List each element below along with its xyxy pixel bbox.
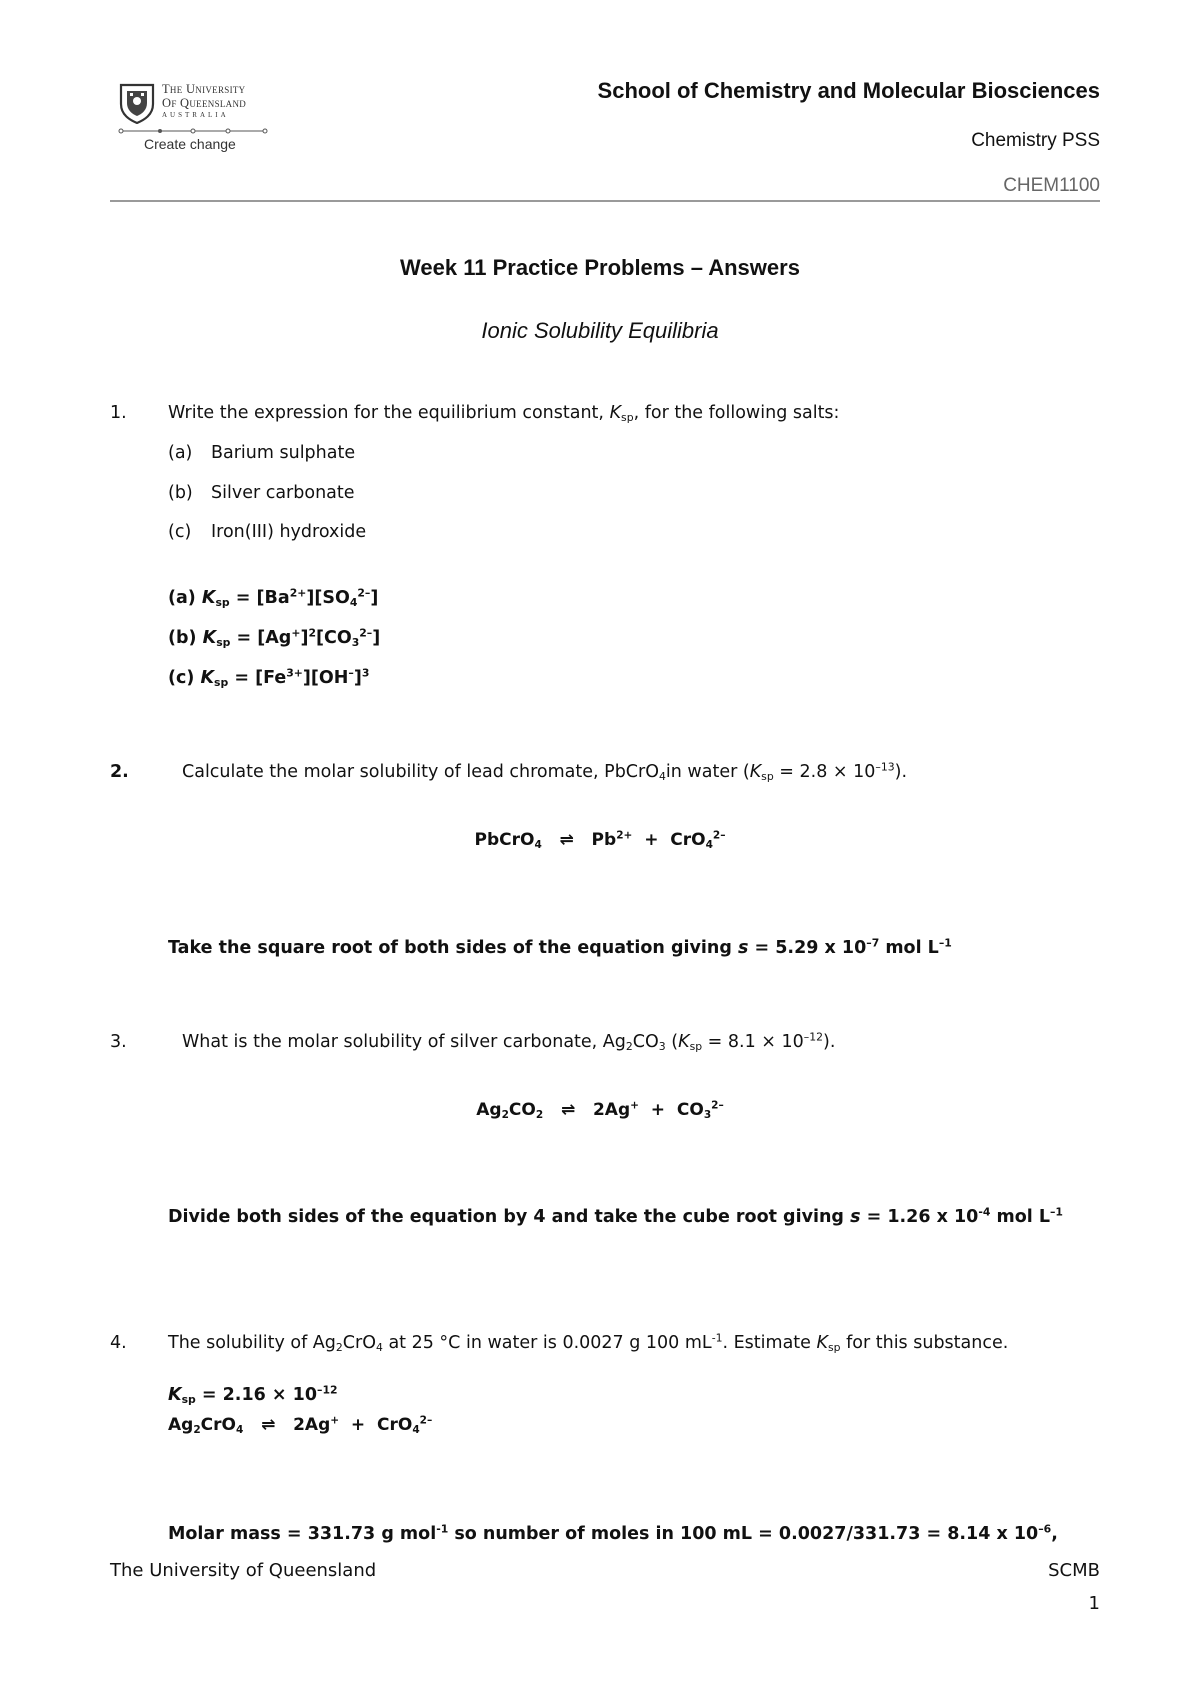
logo-tagline: Create change: [144, 136, 236, 152]
q3-answer: Divide both sides of the equation by 4 and take the cube root giving s = 1.26 x $10^{-4}$ mol $L^{-1}$: [168, 1205, 1063, 1227]
equilibrium-arrow-icon: ⇌: [560, 1100, 576, 1120]
logo-line-1: The University: [162, 82, 246, 96]
q1-answer-b: (b) $K_{sp} = [Ag^+]^2[CO_3^{2-}]$: [168, 626, 381, 650]
course-code: CHEM1100: [1003, 175, 1100, 196]
q1-number: 1.: [110, 403, 127, 423]
q1-answer-a: (a) $K_{sp} = [Ba^{2+}][SO_4^{2-}]$: [168, 586, 379, 610]
q1-item-a-text: Barium sulphate: [211, 443, 356, 463]
q3-number: 3.: [110, 1032, 127, 1052]
q2-answer: Take the square root of both sides of the equation giving s = 5.29 x $10^{-7}$ mol $L^{-1}$: [168, 936, 952, 958]
department-name: Chemistry PSS: [971, 130, 1100, 151]
school-name: School of Chemistry and Molecular Biosciences: [597, 78, 1100, 103]
q2-number: 2.: [110, 762, 129, 782]
q4-equation: $Ag_2CrO_4$ ⇌ 2Ag+ + CrO$_4^{2-}$: [168, 1414, 433, 1436]
crest-icon: [118, 82, 156, 124]
footer-university: The University of Queensland: [110, 1560, 377, 1581]
q1-answer-c: (c) $K_{sp} = [Fe^{3+}][OH^-]^3$: [168, 666, 370, 690]
q2-equation: PbCrO$_4$ ⇌ $Pb^{2+} + CrO_4^{2-}$: [474, 829, 726, 851]
q4-text: The solubility of $Ag_2CrO_4$ at 25 °C in water is 0.0027 g 100 $mL^{-1}$. Estimate $K_{sp}$ for this substance.: [168, 1331, 1009, 1355]
q1-item-c-label: (c): [168, 522, 192, 542]
q1-item-c-text: Iron(III) hydroxide: [211, 522, 367, 542]
q1-item-b-label: (b): [168, 483, 193, 503]
q3-text: What is the molar solubility of silver carbonate, $Ag_2CO_3$ $(K_{sp} = 8.1 \times 10^{-12})$.: [182, 1030, 836, 1054]
equilibrium-arrow-icon: ⇌: [559, 830, 574, 850]
q4-number: 4.: [110, 1333, 127, 1353]
logo-line-2: Of Queensland: [162, 96, 247, 110]
university-logo: [118, 80, 278, 154]
q4-molar-mass: Molar mass = 331.73 g mol$^{-1}$ so number of moles in 100 mL = 0.0027/331.73 = 8.14 x $10^{-6}$,: [168, 1522, 1058, 1544]
q4-ksp-answer: $K_{sp} = 2.16 \times 10^{-12}$: [168, 1383, 338, 1407]
logo-line-3: AUSTRALIA: [162, 111, 229, 119]
page-subtitle: Ionic Solubility Equilibria: [481, 318, 719, 343]
header-rule: [110, 200, 1100, 202]
q3-equation: $Ag_2CO_2$ ⇌ $2Ag^+ + CO_3^{2-}$: [476, 1099, 724, 1121]
q2-text: Calculate the molar solubility of lead chromate, PbCrO$_4$in water $(K_{sp} = 2.8 \times 10^{-13})$.: [182, 760, 908, 784]
footer-school: SCMB: [1048, 1560, 1100, 1581]
equilibrium-arrow-icon: ⇌: [261, 1415, 276, 1435]
q1-text: Write the expression for the equilibrium constant, $K_{sp}$, for the following salts:: [168, 403, 840, 425]
logo-divider: [118, 126, 268, 136]
q1-item-b-text: Silver carbonate: [211, 483, 355, 503]
q1-item-a-label: (a): [168, 443, 193, 463]
page-number: 1: [1088, 1593, 1100, 1614]
page-title: Week 11 Practice Problems – Answers: [400, 255, 800, 280]
